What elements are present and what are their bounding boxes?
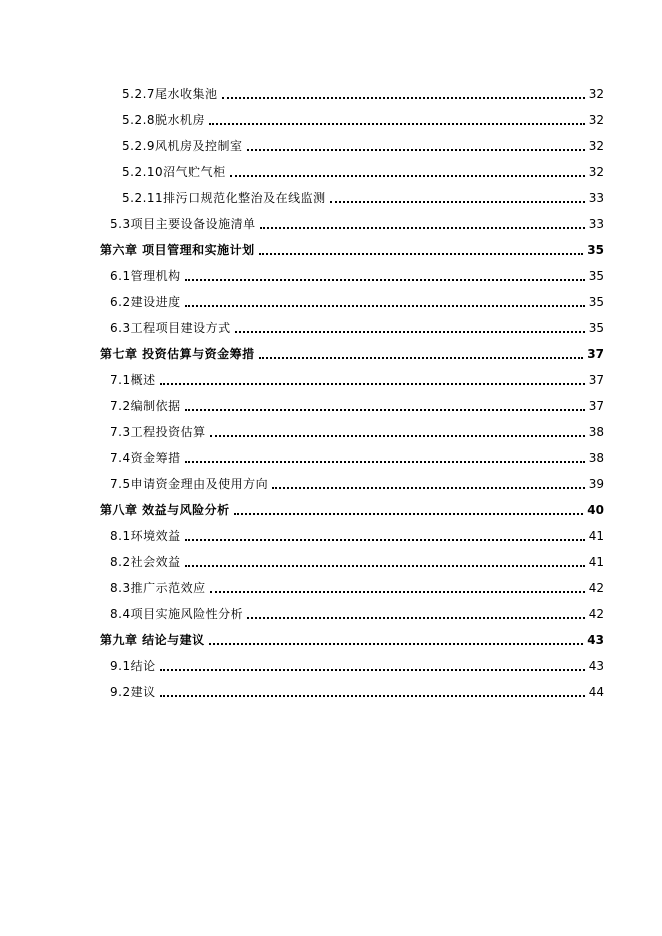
toc-entry-9-2[interactable] bbox=[110, 682, 604, 702]
toc-entry-page: 32 bbox=[588, 87, 604, 101]
dot-leader bbox=[160, 682, 585, 702]
toc-entry-label: 5.2.9风机房及控制室 bbox=[122, 139, 243, 153]
toc-entry-6-1[interactable] bbox=[110, 266, 604, 286]
toc-entry-5-3[interactable] bbox=[110, 214, 604, 234]
toc-entry-7-2[interactable] bbox=[110, 396, 604, 416]
dot-leader bbox=[272, 474, 585, 494]
toc-entry-page: 38 bbox=[588, 425, 604, 439]
toc-chapter-page: 40 bbox=[587, 503, 604, 517]
dot-leader bbox=[160, 656, 585, 676]
toc-chapter-8[interactable] bbox=[100, 500, 604, 520]
toc-chapter-6[interactable] bbox=[100, 240, 604, 260]
toc-entry-7-5[interactable] bbox=[110, 474, 604, 494]
toc-entry-label: 7.1概述 bbox=[110, 373, 156, 387]
toc-entry-page: 44 bbox=[588, 685, 604, 699]
toc-entry-6-2[interactable] bbox=[110, 292, 604, 312]
toc-entry-label: 8.3推广示范效应 bbox=[110, 581, 206, 595]
toc-entry-page: 41 bbox=[588, 555, 604, 569]
toc-entry-page: 38 bbox=[588, 451, 604, 465]
toc-entry-8-2[interactable] bbox=[110, 552, 604, 572]
toc-entry-label: 5.2.10沼气贮气柜 bbox=[122, 165, 226, 179]
dot-leader bbox=[222, 84, 585, 104]
toc-entry-5-2-8[interactable] bbox=[122, 110, 604, 130]
dot-leader bbox=[230, 162, 585, 182]
dot-leader bbox=[185, 266, 585, 286]
toc-entry-label: 6.1管理机构 bbox=[110, 269, 181, 283]
toc-entry-8-4[interactable] bbox=[110, 604, 604, 624]
toc-entry-page: 32 bbox=[588, 139, 604, 153]
toc-entry-label: 8.1环境效益 bbox=[110, 529, 181, 543]
toc-chapter-page: 35 bbox=[587, 243, 604, 257]
toc-entry-label: 5.2.8脱水机房 bbox=[122, 113, 206, 127]
toc-entry-page: 35 bbox=[588, 269, 604, 283]
dot-leader bbox=[260, 214, 585, 234]
toc-entry-page: 39 bbox=[588, 477, 604, 491]
toc-entry-page: 41 bbox=[588, 529, 604, 543]
toc-chapter-page: 43 bbox=[587, 633, 604, 647]
toc-entry-label: 6.3工程项目建设方式 bbox=[110, 321, 231, 335]
toc-entry-5-2-7[interactable] bbox=[122, 84, 604, 104]
toc-entry-page: 33 bbox=[588, 217, 604, 231]
dot-leader bbox=[185, 396, 585, 416]
toc-entry-label: 8.2社会效益 bbox=[110, 555, 181, 569]
toc-entry-page: 35 bbox=[588, 321, 604, 335]
toc-entry-6-3[interactable] bbox=[110, 318, 604, 338]
toc-entry-label: 8.4项目实施风险性分析 bbox=[110, 607, 244, 621]
dot-leader bbox=[259, 344, 584, 364]
dot-leader bbox=[210, 422, 585, 442]
toc-entry-8-1[interactable] bbox=[110, 526, 604, 546]
dot-leader bbox=[330, 188, 585, 208]
toc-entry-label: 7.5申请资金理由及使用方向 bbox=[110, 477, 269, 491]
dot-leader bbox=[259, 240, 584, 260]
toc-chapter-label: 第六章 项目管理和实施计划 bbox=[100, 243, 255, 257]
toc-entry-label: 7.3工程投资估算 bbox=[110, 425, 206, 439]
toc-chapter-9[interactable] bbox=[100, 630, 604, 650]
dot-leader bbox=[234, 500, 584, 520]
toc-entry-page: 33 bbox=[588, 191, 604, 205]
toc-entry-page: 42 bbox=[588, 581, 604, 595]
dot-leader bbox=[210, 578, 585, 598]
toc-entry-7-4[interactable] bbox=[110, 448, 604, 468]
toc-entry-page: 35 bbox=[588, 295, 604, 309]
toc-entry-5-2-11[interactable] bbox=[122, 188, 604, 208]
toc-entry-label: 7.4资金筹措 bbox=[110, 451, 181, 465]
toc-entry-page: 43 bbox=[588, 659, 604, 673]
toc-entry-8-3[interactable] bbox=[110, 578, 604, 598]
toc-entry-label: 6.2建设进度 bbox=[110, 295, 181, 309]
toc-entry-page: 37 bbox=[588, 399, 604, 413]
dot-leader bbox=[209, 110, 585, 130]
toc-entry-label: 7.2编制依据 bbox=[110, 399, 181, 413]
toc-entry-page: 42 bbox=[588, 607, 604, 621]
toc-entry-page: 37 bbox=[588, 373, 604, 387]
dot-leader bbox=[209, 630, 584, 650]
toc-entry-label: 9.2建议 bbox=[110, 685, 156, 699]
toc-entry-label: 5.2.11排污口规范化整治及在线监测 bbox=[122, 191, 326, 205]
toc-chapter-7[interactable] bbox=[100, 344, 604, 364]
toc-entry-page: 32 bbox=[588, 113, 604, 127]
toc-entry-5-2-9[interactable] bbox=[122, 136, 604, 156]
toc-chapter-label: 第九章 结论与建议 bbox=[100, 633, 205, 647]
dot-leader bbox=[185, 526, 585, 546]
toc-entry-page: 32 bbox=[588, 165, 604, 179]
dot-leader bbox=[185, 448, 585, 468]
toc-entry-label: 9.1结论 bbox=[110, 659, 156, 673]
toc-chapter-label: 第八章 效益与风险分析 bbox=[100, 503, 230, 517]
dot-leader bbox=[247, 136, 585, 156]
toc-entry-9-1[interactable] bbox=[110, 656, 604, 676]
toc-entry-label: 5.2.7尾水收集池 bbox=[122, 87, 218, 101]
dot-leader bbox=[185, 292, 585, 312]
toc-chapter-page: 37 bbox=[587, 347, 604, 361]
dot-leader bbox=[235, 318, 585, 338]
dot-leader bbox=[247, 604, 585, 624]
dot-leader bbox=[185, 552, 585, 572]
toc-entry-7-3[interactable] bbox=[110, 422, 604, 442]
toc-entry-7-1[interactable] bbox=[110, 370, 604, 390]
toc-entry-5-2-10[interactable] bbox=[122, 162, 604, 182]
dot-leader bbox=[160, 370, 585, 390]
toc-chapter-label: 第七章 投资估算与资金筹措 bbox=[100, 347, 255, 361]
toc-entry-label: 5.3项目主要设备设施清单 bbox=[110, 217, 256, 231]
